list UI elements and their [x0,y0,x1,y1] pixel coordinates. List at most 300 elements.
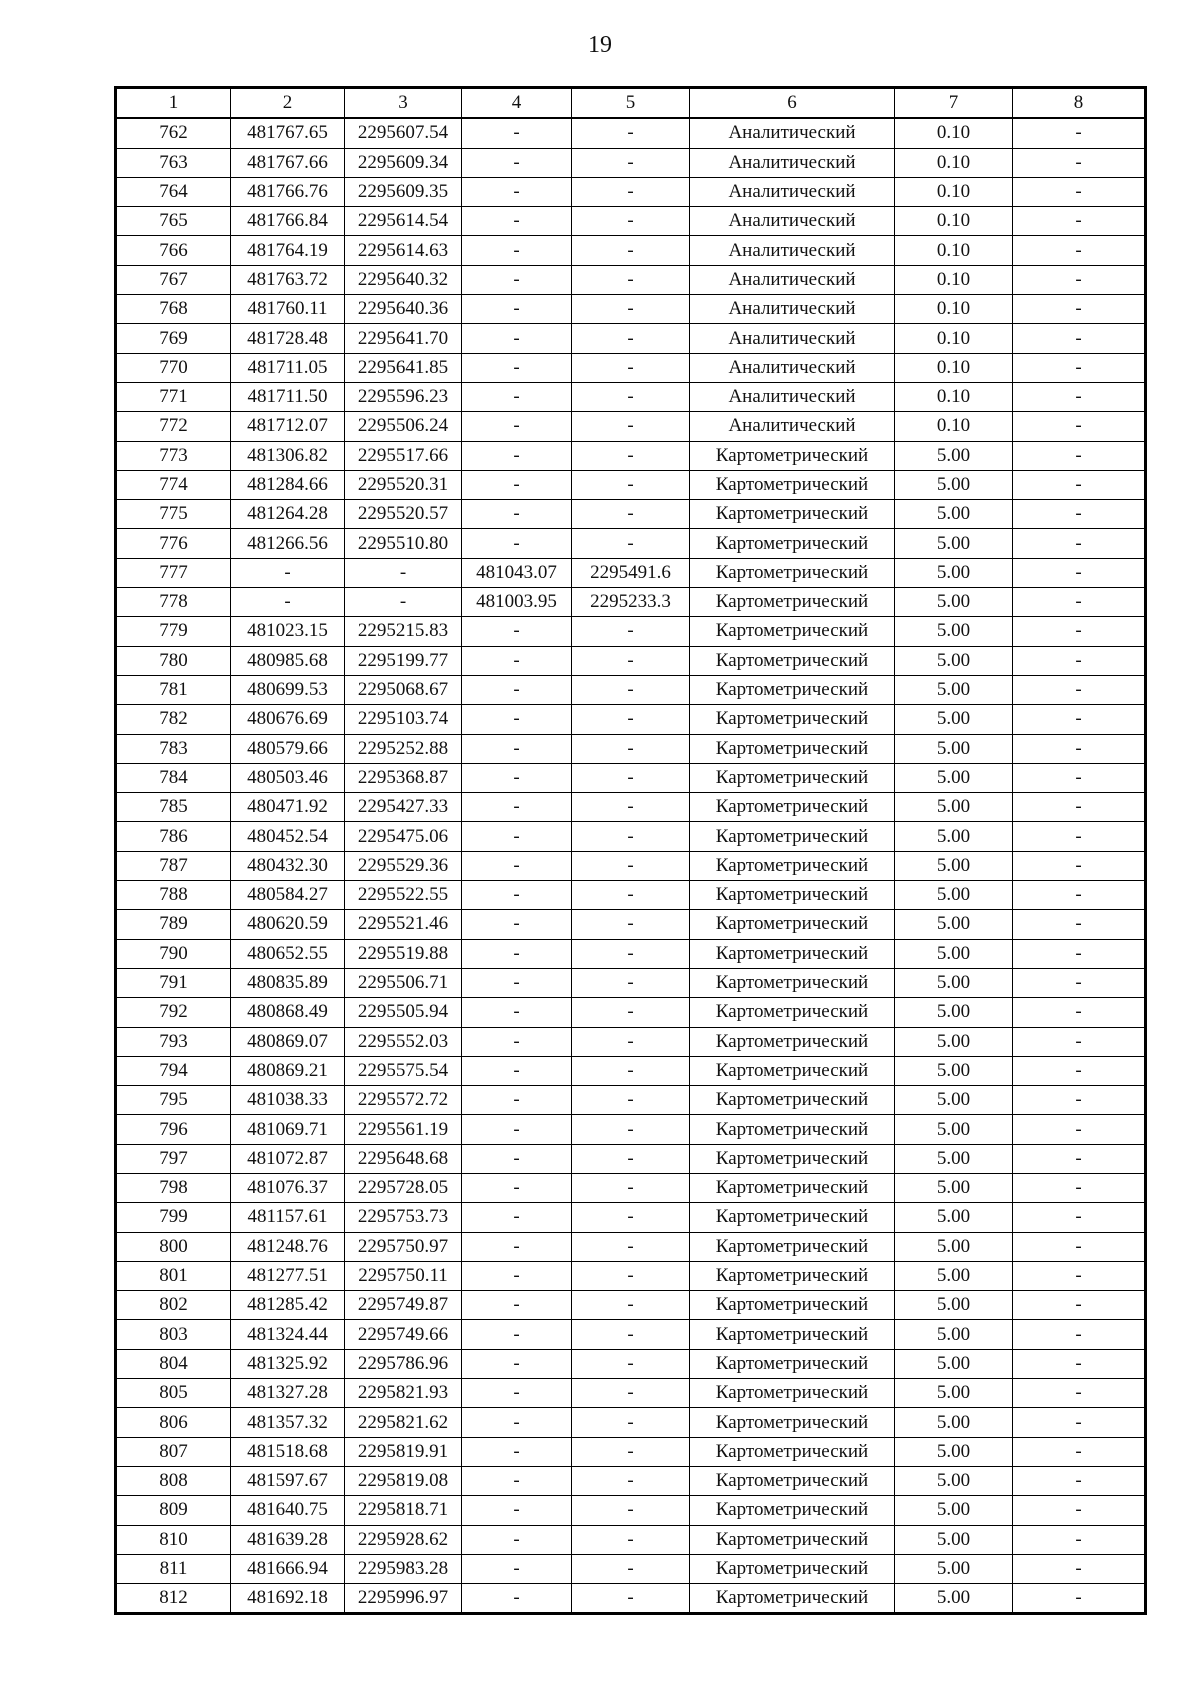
table-cell-col-2: - [231,558,345,587]
table-cell-col-6: Аналитический [690,382,895,411]
table-cell-col-3: 2295510.80 [345,529,462,558]
table-cell-col-4: - [462,1027,572,1056]
table-cell-col-2: 481324.44 [231,1320,345,1349]
table-cell-col-2: 481357.32 [231,1408,345,1437]
table-cell-col-8: - [1013,1144,1146,1173]
table-cell-col-8: - [1013,617,1146,646]
table-row [116,1291,1146,1320]
table-cell-col-3: 2295427.33 [345,793,462,822]
table-cell-col-5: 2295491.6 [572,558,690,587]
table-cell-col-1: 771 [116,382,231,411]
table-cell-col-1: 788 [116,881,231,910]
table-cell-col-7: 0.10 [895,236,1013,265]
table-cell-col-5: - [572,353,690,382]
table-cell-col-2: 480868.49 [231,998,345,1027]
table-cell-col-5: - [572,382,690,411]
table-cell-col-4: - [462,1144,572,1173]
table-cell-col-4: - [462,734,572,763]
table-cell-col-1: 799 [116,1203,231,1232]
table-cell-col-8: - [1013,353,1146,382]
table-cell-col-1: 790 [116,939,231,968]
table-row [116,1584,1146,1614]
table-cell-col-3: 2295572.72 [345,1086,462,1115]
table-cell-col-5: - [572,968,690,997]
table-cell-col-3: 2295648.68 [345,1144,462,1173]
table-cell-col-6: Картометрический [690,441,895,470]
table-cell-col-7: 0.10 [895,295,1013,324]
table-cell-col-3: 2295215.83 [345,617,462,646]
table-cell-col-8: - [1013,529,1146,558]
table-cell-col-3: 2295819.08 [345,1466,462,1495]
table-cell-col-5: - [572,1525,690,1554]
table-cell-col-1: 805 [116,1379,231,1408]
table-cell-col-7: 5.00 [895,558,1013,587]
table-cell-col-6: Аналитический [690,177,895,206]
table-cell-col-5: - [572,207,690,236]
table-cell-col-5: - [572,177,690,206]
table-cell-col-1: 774 [116,470,231,499]
table-cell-col-8: - [1013,968,1146,997]
table-cell-col-8: - [1013,1056,1146,1085]
table-cell-col-4: - [462,177,572,206]
table-cell-col-2: 481763.72 [231,265,345,294]
table-cell-col-8: - [1013,470,1146,499]
table-cell-col-5: - [572,529,690,558]
table-cell-col-2: 481711.50 [231,382,345,411]
table-cell-col-5: - [572,1408,690,1437]
table-cell-col-4: - [462,1261,572,1290]
table-cell-col-4: - [462,881,572,910]
table-cell-col-6: Картометрический [690,1203,895,1232]
table-cell-col-5: 2295233.3 [572,588,690,617]
table-cell-col-7: 5.00 [895,851,1013,880]
table-cell-col-3: 2295519.88 [345,939,462,968]
table-row [116,734,1146,763]
table-cell-col-1: 797 [116,1144,231,1173]
table-cell-col-2: 480869.21 [231,1056,345,1085]
table-cell-col-8: - [1013,148,1146,177]
table-cell-col-2: 481666.94 [231,1554,345,1583]
table-cell-col-8: - [1013,675,1146,704]
table-cell-col-6: Картометрический [690,588,895,617]
table-cell-col-3: 2295614.63 [345,236,462,265]
table-cell-col-5: - [572,1173,690,1202]
table-row [116,1115,1146,1144]
table-row [116,529,1146,558]
table-cell-col-5: - [572,500,690,529]
table-cell-col-1: 809 [116,1496,231,1525]
table-cell-col-3: 2295068.67 [345,675,462,704]
table-cell-col-1: 808 [116,1466,231,1495]
table-cell-col-3: 2295103.74 [345,705,462,734]
table-cell-col-7: 5.00 [895,1056,1013,1085]
table-cell-col-6: Картометрический [690,734,895,763]
table-cell-col-4: - [462,1291,572,1320]
table-cell-col-6: Картометрический [690,822,895,851]
table-cell-col-5: - [572,851,690,880]
table-cell-col-3: 2295753.73 [345,1203,462,1232]
table-cell-col-7: 5.00 [895,881,1013,910]
table-cell-col-7: 5.00 [895,1496,1013,1525]
coordinates-table [114,86,1147,1615]
table-cell-col-8: - [1013,1115,1146,1144]
table-row [116,207,1146,236]
table-cell-col-3: 2295529.36 [345,851,462,880]
table-cell-col-2: 481325.92 [231,1349,345,1378]
table-cell-col-6: Картометрический [690,1496,895,1525]
table-cell-col-6: Картометрический [690,529,895,558]
table-cell-col-7: 5.00 [895,441,1013,470]
table-cell-col-1: 800 [116,1232,231,1261]
table-cell-col-7: 5.00 [895,793,1013,822]
table-cell-col-5: - [572,118,690,148]
table-cell-col-8: - [1013,1173,1146,1202]
table-cell-col-6: Картометрический [690,1173,895,1202]
table-cell-col-8: - [1013,441,1146,470]
table-cell-col-4: - [462,998,572,1027]
table-cell-col-2: - [231,588,345,617]
table-cell-col-5: - [572,1466,690,1495]
table-cell-col-4: - [462,1115,572,1144]
table-cell-col-1: 792 [116,998,231,1027]
column-header-1: 1 [116,88,231,119]
table-cell-col-5: - [572,412,690,441]
table-cell-col-8: - [1013,500,1146,529]
table-cell-col-7: 5.00 [895,500,1013,529]
table-cell-col-5: - [572,1554,690,1583]
table-cell-col-2: 481038.33 [231,1086,345,1115]
table-cell-col-2: 481766.76 [231,177,345,206]
table-cell-col-8: - [1013,412,1146,441]
table-cell-col-7: 5.00 [895,646,1013,675]
table-cell-col-8: - [1013,1203,1146,1232]
table-cell-col-6: Картометрический [690,968,895,997]
table-cell-col-2: 480699.53 [231,675,345,704]
table-cell-col-3: 2295818.71 [345,1496,462,1525]
table-cell-col-7: 5.00 [895,910,1013,939]
table-cell-col-2: 481766.84 [231,207,345,236]
table-cell-col-1: 767 [116,265,231,294]
column-header-6: 6 [690,88,895,119]
table-cell-col-7: 5.00 [895,968,1013,997]
table-cell-col-4: - [462,705,572,734]
table-row [116,441,1146,470]
table-cell-col-5: - [572,998,690,1027]
table-cell-col-1: 765 [116,207,231,236]
table-row [116,470,1146,499]
table-cell-col-8: - [1013,939,1146,968]
table-row [116,675,1146,704]
table-row [116,1466,1146,1495]
table-cell-col-7: 5.00 [895,1554,1013,1583]
table-cell-col-8: - [1013,295,1146,324]
table-cell-col-7: 5.00 [895,822,1013,851]
table-cell-col-3: 2295996.97 [345,1584,462,1614]
table-cell-col-2: 481076.37 [231,1173,345,1202]
table-cell-col-7: 5.00 [895,617,1013,646]
table-cell-col-6: Аналитический [690,207,895,236]
table-cell-col-1: 812 [116,1584,231,1614]
table-cell-col-5: - [572,763,690,792]
table-row [116,881,1146,910]
table-row [116,822,1146,851]
table-cell-col-6: Картометрический [690,851,895,880]
table-cell-col-2: 481767.65 [231,118,345,148]
table-cell-col-1: 770 [116,353,231,382]
table-cell-col-8: - [1013,558,1146,587]
table-cell-col-2: 481640.75 [231,1496,345,1525]
table-cell-col-2: 481712.07 [231,412,345,441]
table-cell-col-1: 764 [116,177,231,206]
table-cell-col-1: 781 [116,675,231,704]
table-row [116,265,1146,294]
table-row [116,968,1146,997]
table-cell-col-7: 0.10 [895,177,1013,206]
table-cell-col-3: 2295786.96 [345,1349,462,1378]
table-cell-col-5: - [572,939,690,968]
table-cell-col-5: - [572,1291,690,1320]
table-cell-col-4: - [462,822,572,851]
table-cell-col-3: 2295475.06 [345,822,462,851]
table-cell-col-1: 780 [116,646,231,675]
column-header-3: 3 [345,88,462,119]
table-cell-col-4: - [462,1203,572,1232]
table-cell-col-3: 2295819.91 [345,1437,462,1466]
table-cell-col-5: - [572,822,690,851]
table-cell-col-6: Картометрический [690,793,895,822]
table-cell-col-3: 2295506.71 [345,968,462,997]
column-header-7: 7 [895,88,1013,119]
table-cell-col-8: - [1013,1554,1146,1583]
table-cell-col-5: - [572,734,690,763]
table-cell-col-6: Картометрический [690,558,895,587]
table-cell-col-1: 793 [116,1027,231,1056]
table-cell-col-2: 481327.28 [231,1379,345,1408]
table-body [116,118,1146,1614]
table-cell-col-3: 2295641.85 [345,353,462,382]
table-cell-col-3: 2295505.94 [345,998,462,1027]
table-cell-col-1: 776 [116,529,231,558]
table-cell-col-6: Картометрический [690,470,895,499]
table-cell-col-5: - [572,441,690,470]
table-cell-col-8: - [1013,1232,1146,1261]
table-header [116,88,1146,119]
table-row [116,617,1146,646]
table-cell-col-1: 787 [116,851,231,880]
table-cell-col-4: - [462,617,572,646]
table-cell-col-4: - [462,207,572,236]
table-cell-col-1: 768 [116,295,231,324]
table-row [116,500,1146,529]
table-cell-col-2: 481639.28 [231,1525,345,1554]
table-row [116,763,1146,792]
table-cell-col-1: 786 [116,822,231,851]
table-cell-col-5: - [572,265,690,294]
table-cell-col-2: 481728.48 [231,324,345,353]
table-cell-col-3: 2295520.57 [345,500,462,529]
table-cell-col-3: - [345,558,462,587]
table-cell-col-5: - [572,1349,690,1378]
table-cell-col-3: 2295521.46 [345,910,462,939]
table-cell-col-3: 2295517.66 [345,441,462,470]
table-cell-col-6: Картометрический [690,1115,895,1144]
table-cell-col-6: Картометрический [690,1291,895,1320]
table-cell-col-1: 777 [116,558,231,587]
table-cell-col-1: 807 [116,1437,231,1466]
table-cell-col-4: - [462,1349,572,1378]
table-cell-col-3: 2295575.54 [345,1056,462,1085]
table-cell-col-2: 481597.67 [231,1466,345,1495]
table-cell-col-1: 794 [116,1056,231,1085]
column-header-8: 8 [1013,88,1146,119]
table-cell-col-6: Картометрический [690,998,895,1027]
table-cell-col-7: 5.00 [895,1232,1013,1261]
table-cell-col-5: - [572,1379,690,1408]
table-cell-col-7: 5.00 [895,734,1013,763]
table-cell-col-8: - [1013,763,1146,792]
table-cell-col-7: 5.00 [895,763,1013,792]
table-cell-col-4: - [462,793,572,822]
table-cell-col-2: 480620.59 [231,910,345,939]
table-cell-col-6: Аналитический [690,236,895,265]
table-cell-col-7: 5.00 [895,1115,1013,1144]
table-cell-col-8: - [1013,705,1146,734]
table-cell-col-3: 2295821.62 [345,1408,462,1437]
table-cell-col-1: 803 [116,1320,231,1349]
table-row [116,851,1146,880]
table-cell-col-6: Картометрический [690,910,895,939]
table-cell-col-6: Картометрический [690,1584,895,1614]
table-cell-col-7: 5.00 [895,1291,1013,1320]
page-number: 19 [588,32,612,58]
table-cell-col-1: 763 [116,148,231,177]
table-cell-col-8: - [1013,1437,1146,1466]
table-cell-col-3: 2295641.70 [345,324,462,353]
table-cell-col-4: - [462,324,572,353]
column-header-2: 2 [231,88,345,119]
table-cell-col-5: - [572,470,690,499]
table-cell-col-6: Аналитический [690,295,895,324]
table-cell-col-5: - [572,617,690,646]
table-cell-col-6: Картометрический [690,1408,895,1437]
table-cell-col-5: - [572,324,690,353]
table-cell-col-3: 2295609.34 [345,148,462,177]
table-cell-col-6: Аналитический [690,118,895,148]
table-cell-col-1: 802 [116,1291,231,1320]
table-cell-col-1: 779 [116,617,231,646]
table-cell-col-8: - [1013,998,1146,1027]
table-cell-col-4: - [462,675,572,704]
table-cell-col-5: - [572,1584,690,1614]
table-cell-col-6: Картометрический [690,1027,895,1056]
table-row [116,177,1146,206]
table-cell-col-8: - [1013,265,1146,294]
table-cell-col-4: - [462,500,572,529]
table-cell-col-7: 0.10 [895,265,1013,294]
table-cell-col-6: Картометрический [690,1056,895,1085]
header-row [116,88,1146,119]
table-cell-col-4: - [462,1173,572,1202]
table-cell-col-7: 5.00 [895,1349,1013,1378]
table-row [116,295,1146,324]
table-cell-col-7: 5.00 [895,1173,1013,1202]
table-cell-col-3: 2295749.87 [345,1291,462,1320]
table-cell-col-2: 480432.30 [231,851,345,880]
table-cell-col-7: 5.00 [895,1584,1013,1614]
table-cell-col-4: - [462,441,572,470]
table-cell-col-4: - [462,529,572,558]
table-row [116,1027,1146,1056]
table-cell-col-7: 5.00 [895,939,1013,968]
table-cell-col-3: 2295750.11 [345,1261,462,1290]
table-cell-col-5: - [572,646,690,675]
table-cell-col-1: 762 [116,118,231,148]
table-cell-col-3: 2295640.32 [345,265,462,294]
table-cell-col-4: 481043.07 [462,558,572,587]
table-cell-col-8: - [1013,1584,1146,1614]
table-cell-col-8: - [1013,118,1146,148]
table-cell-col-3: 2295561.19 [345,1115,462,1144]
table-cell-col-6: Картометрический [690,500,895,529]
table-cell-col-7: 5.00 [895,588,1013,617]
table-cell-col-7: 0.10 [895,353,1013,382]
table-cell-col-6: Картометрический [690,646,895,675]
table-cell-col-1: 784 [116,763,231,792]
table-cell-col-7: 0.10 [895,382,1013,411]
table-cell-col-5: - [572,881,690,910]
table-cell-col-3: 2295522.55 [345,881,462,910]
table-cell-col-4: - [462,382,572,411]
table-cell-col-2: 480869.07 [231,1027,345,1056]
table-cell-col-6: Аналитический [690,148,895,177]
table-cell-col-2: 480579.66 [231,734,345,763]
table-cell-col-8: - [1013,822,1146,851]
table-cell-col-7: 5.00 [895,470,1013,499]
table-cell-col-1: 789 [116,910,231,939]
table-cell-col-8: - [1013,910,1146,939]
table-cell-col-4: - [462,1525,572,1554]
table-cell-col-1: 811 [116,1554,231,1583]
table-row [116,939,1146,968]
table-cell-col-5: - [572,1261,690,1290]
table-cell-col-4: - [462,1496,572,1525]
table-cell-col-4: - [462,1232,572,1261]
column-header-4: 4 [462,88,572,119]
table-cell-col-3: 2295506.24 [345,412,462,441]
table-row [116,1408,1146,1437]
table-cell-col-6: Картометрический [690,763,895,792]
table-row [116,705,1146,734]
table-row [116,1261,1146,1290]
table-cell-col-5: - [572,675,690,704]
table-row [116,588,1146,617]
table-cell-col-2: 481767.66 [231,148,345,177]
table-cell-col-4: - [462,968,572,997]
table-cell-col-5: - [572,1115,690,1144]
table-row [116,353,1146,382]
table-cell-col-3: 2295728.05 [345,1173,462,1202]
table-cell-col-7: 5.00 [895,1261,1013,1290]
table-cell-col-5: - [572,1144,690,1173]
table-cell-col-3: 2295614.54 [345,207,462,236]
table-cell-col-7: 5.00 [895,1320,1013,1349]
table-cell-col-2: 481764.19 [231,236,345,265]
table-cell-col-7: 0.10 [895,207,1013,236]
table-cell-col-8: - [1013,646,1146,675]
table-cell-col-6: Картометрический [690,939,895,968]
table-cell-col-5: - [572,1086,690,1115]
table-cell-col-7: 5.00 [895,1379,1013,1408]
